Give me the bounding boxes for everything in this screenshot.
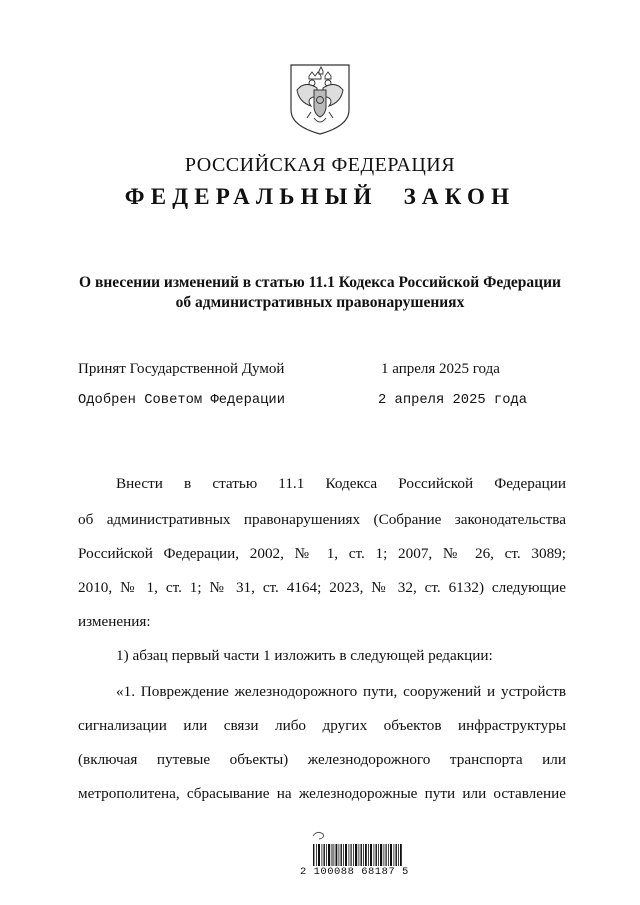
- duma-adoption-label: Принят Государственной Думой: [78, 361, 285, 377]
- body-line-9: (включая путевые объекты) железнодорожного транспорта или: [78, 751, 566, 768]
- body-line-2: об административных правонарушениях (Собрание законодательства: [78, 511, 566, 528]
- barcode-number: 2 100088 68187 5: [300, 866, 409, 878]
- body-line-8: сигнализации или связи либо других объектов инфраструктуры: [78, 717, 566, 734]
- law-title: [60, 273, 580, 313]
- body-line-6: 1) абзац первый части 1 изложить в следующей редакции:: [116, 647, 493, 664]
- body-line-7: «1. Повреждение железнодорожного пути, сооружений и устройств: [116, 683, 566, 700]
- body-line-10: метрополитена, сбрасывание на железнодорожные пути или оставление: [78, 785, 566, 802]
- council-approval-date: 2 апреля 2025 года: [378, 393, 528, 408]
- duma-adoption-date: 1 апреля 2025 года: [381, 361, 500, 377]
- body-line-3: Российской Федерации, 2002, № 1, ст. 1; 2007, № 26, ст. 3089;: [78, 545, 566, 562]
- country-name: РОССИЙСКАЯ ФЕДЕРАЦИЯ: [184, 154, 456, 176]
- law-title-line-1: О внесении изменений в статью 11.1 Кодекса Российской Федерации: [79, 274, 561, 291]
- body-line-5: изменения:: [78, 613, 151, 630]
- law-type-heading: ФЕДЕРАЛЬНЫЙ ЗАКОН: [124, 184, 516, 209]
- barcode-bars: [305, 830, 415, 866]
- body-line-1: Внести в статью 11.1 Кодекса Российской Федерации: [116, 475, 566, 492]
- law-title-line-2: об административных правонарушениях: [175, 294, 465, 311]
- signature-mark: [313, 832, 324, 839]
- body-line-4: 2010, № 1, ст. 1; № 31, ст. 4164; 2023, № 32, ст. 6132) следующие: [78, 579, 566, 596]
- barcode: [305, 830, 415, 890]
- council-approval-label: Одобрен Советом Федерации: [78, 393, 285, 408]
- coat-of-arms-emblem: [287, 62, 353, 136]
